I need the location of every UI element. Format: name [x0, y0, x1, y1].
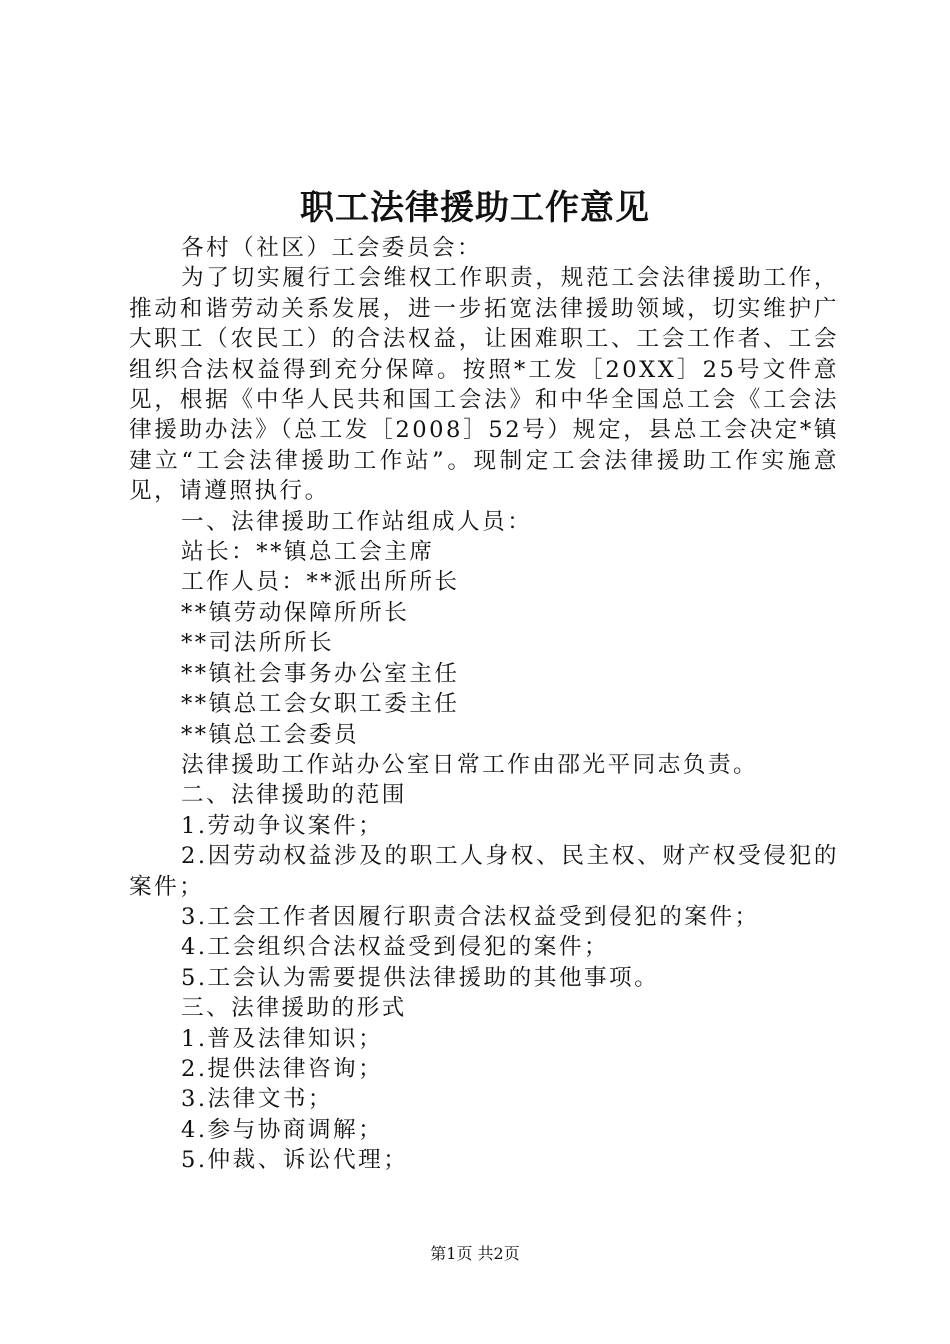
salutation: 各村（社区）工会委员会：: [181, 235, 483, 261]
list-item: 2.提供法律咨询；: [181, 1055, 384, 1082]
list-item: **镇社会事务办公室主任: [181, 660, 460, 687]
list-item: 工作人员：**派出所所长: [181, 569, 460, 596]
list-item: 4.工会组织合法权益受到侵犯的案件；: [181, 934, 610, 961]
list-item: 3.工会工作者因履行职责合法权益受到侵犯的案件；: [181, 903, 760, 930]
list-item: **镇总工会委员: [181, 721, 360, 748]
body-paragraph: 法律援助工作站办公室日常工作由邵光平同志负责。: [181, 751, 759, 778]
intro-paragraph: 为了切实履行工会维权工作职责，规范工会法律援助工作，推动和谐劳动关系发展，进一步拓宽法律援助领域，切实维护广大职工（农民工）的合法权益，让困难职工、工会工作者、工会组织合法权益得到充分保障。按照*工发［20XX］25号文件意见，根据《中华人民共和国工会法》和中华全国总工会《工会法律援助办法》（总工发［2008］52号）规定，县总工会决定*镇建立“工会法律援助工作站”。现制定工会法律援助工作实施意见，请遵照执行。: [129, 265, 839, 505]
list-item: 2.因劳动权益涉及的职工人身权、民主权、财产权受侵犯的案件；: [129, 843, 839, 900]
section-heading-1: 一、法律援助工作站组成人员：: [181, 508, 533, 535]
list-item: 4.参与协商调解；: [181, 1116, 384, 1143]
list-item: 1.劳动争议案件；: [181, 812, 384, 839]
document-body: [129, 233, 839, 1176]
list-item: 站长：**镇总工会主席: [181, 539, 435, 566]
document-title: 职工法律援助工作意见: [300, 188, 650, 228]
list-item: 5.仲裁、诉讼代理；: [181, 1147, 409, 1174]
list-item: 1.普及法律知识；: [181, 1025, 384, 1052]
list-item: **司法所所长: [181, 630, 335, 657]
page-footer: 第1页 共2页: [430, 1244, 520, 1263]
list-item: 5.工会认为需要提供法律援助的其他事项。: [181, 964, 660, 991]
section-heading-3: 三、法律援助的形式: [181, 995, 407, 1022]
list-item: **镇劳动保障所所长: [181, 599, 410, 626]
section-heading-2: 二、法律援助的范围: [181, 782, 407, 809]
list-item: 3.法律文书；: [181, 1086, 334, 1113]
list-item: **镇总工会女职工委主任: [181, 691, 460, 718]
